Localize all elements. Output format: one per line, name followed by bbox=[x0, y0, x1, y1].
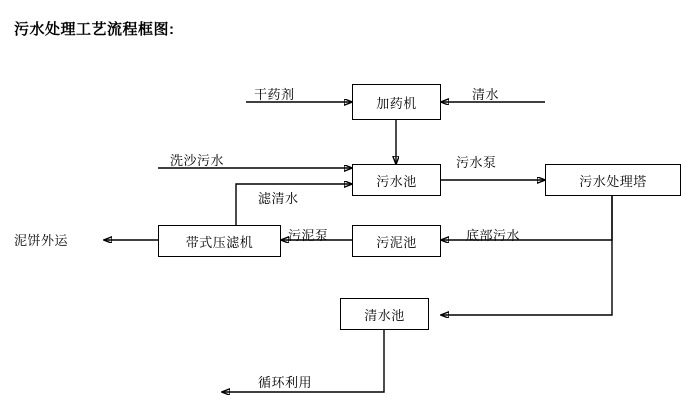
node-sludge-pool[interactable] bbox=[352, 225, 441, 257]
edge-label-sludge-pump: 污泥泵 bbox=[288, 228, 329, 243]
node-sewage-pool[interactable] bbox=[352, 164, 441, 196]
node-label: 清水池 bbox=[364, 307, 405, 323]
node-belt-filter-press[interactable] bbox=[158, 225, 281, 257]
edge-label-filtrate-water: 滤清水 bbox=[258, 191, 299, 206]
node-sewage-treatment-tower[interactable] bbox=[545, 164, 681, 196]
node-label: 污水处理塔 bbox=[579, 173, 647, 189]
edge-label-sewage-pump: 污水泵 bbox=[456, 155, 497, 170]
edge-label-clear-water-in: 清水 bbox=[472, 87, 500, 102]
node-dosing-machine[interactable] bbox=[352, 84, 441, 120]
page-title: 污水处理工艺流程框图: bbox=[14, 21, 175, 38]
node-label: 污泥池 bbox=[376, 234, 417, 250]
node-label: 污水池 bbox=[376, 173, 417, 189]
node-label: 带式压滤机 bbox=[185, 234, 254, 250]
edge-label-recycle-use: 循环利用 bbox=[258, 375, 313, 390]
node-clean-water-pool[interactable] bbox=[340, 298, 429, 330]
node-label: 加药机 bbox=[376, 95, 417, 111]
edge-label-sand-wash-sewage: 洗沙污水 bbox=[170, 153, 225, 168]
edge-label-mud-cake-out: 泥饼外运 bbox=[14, 233, 69, 248]
edge-label-dry-agent: 干药剂 bbox=[254, 87, 295, 102]
edge-label-bottom-sewage: 底部污水 bbox=[466, 228, 521, 243]
